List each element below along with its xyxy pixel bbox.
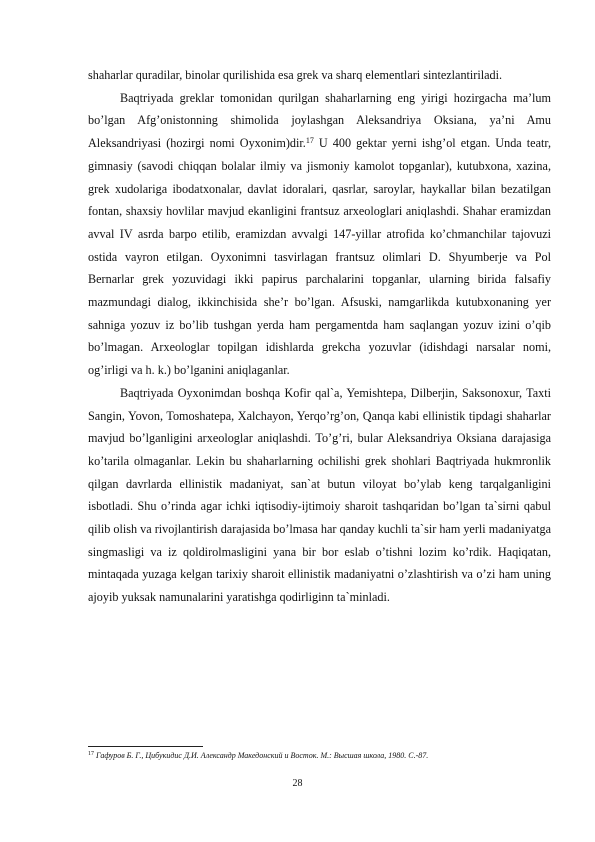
page-number: 28 — [292, 778, 303, 789]
footnote-reference[interactable]: 17 — [305, 136, 314, 146]
paragraph-1: shaharlar quradilar, binolar qurilishida esa grek va sharq elementlari sintezlantiriladi. — [88, 68, 503, 82]
paragraph-2-text: Baqtriyada greklar tomonidan qurilgan shaharlarning eng yirigi hozirgacha ma’lum bo’lgan Afg’onistonning shimolida joylashgan Aleksandriya Oksiana, ya’ni Amu Aleksandriyasi (hozirgi nomi Oyxonim)dir. — [88, 90, 551, 151]
footnote-separator — [88, 746, 203, 747]
body-text — [88, 64, 551, 609]
footnote-text: Гафуров Б. Г., Цибукидис Д.И. Александр Македонский и Восток. М.: Высшая школа, 1980. С.-87. — [94, 751, 429, 760]
footnote-mark: 17 — [88, 751, 94, 757]
paragraph-2 — [88, 87, 551, 382]
paragraph-3: Baqtriyada Oyxonimdan boshqa Kofir qal`a, Yemishtepa, Dilberjin, Saksonoxur, Taxti Sangin, Yovon, Tomoshatepa, Xalchayon, Yerqo’rg’on, Qanqa kabi ellinistik tipdagi shaharlar mavjud bo’lganligini arxeologlar aniqlashdi. To’g’ri, bular Aleksandriya Oksiana darajasiga ko’tarila olmaganlar. Lekin bu shaharlarning ochilishi grek shohlari Baqtriyada hukmronlik qilgan davrlarda ellinistik madaniyat, san`at butun viloyat bo’ylab keng tarqalganligini isbotladi. Shu o’rinda agar ichki iqtisodiy-ijtimoiy sharoit tashqaridan bo’lgan ta`sirni qabul qilib olish va rivojlantirish darajasida bo’lmasa har qanday kuchli ta`sir ham yerli madaniyatga singmasligi va iz qoldirolmasligini yana bir bor eslab o’tishni lozim ko’rdik. Haqiqatan, mintaqada yuzaga kelgan tarixiy sharoit ellinistik madaniyatni o’zlashtirish va o’zi ham uning ajoyib yuksak namunalarini yaratishga qodirliginn ta`minladi. — [88, 385, 551, 605]
footnote — [88, 751, 558, 761]
paragraph-2-continuation: U 400 gektar yerni ishg’ol etgan. Unda teatr, gimnasiy (savodi chiqqan bolalar ilmiy va jismoniy kamolot topganlar), kutubxona, xazina, grek xudolariga ibodatxonalar, davlat idoralari, qasrlar, saroylar, haykallar bilan bezatilgan fontan, shaxsiy hovlilar mavjud ekanligini frantsuz arxeologlari aniqlashdi. Shahar eramizdan avval IV asrda barpo etilib, eramizdan avvalgi 147-yillar atrofida ko’chmanchilar tajovuzi ostida vayron etilgan. Oyxonimni tasvirlagan frantsuz olimlari D. Shyumberje va Pol Bernarlar grek yozuvidagi ikki papirus parchalarini topganlar, ularning birida falsafiy mazmundagi dialog, ikkinchisida she’r bo’lgan. Afsuski, namgarlikda kutubxonaning yer sahniga yozuv iz bo’lib tushgan yerda ham pergamentda ham saqlangan yozuv izini o’qib bo’lmagan. Arxeologlar topilgan idishlarda grekcha yozuvlar (idishdagi narsalar nomi, og’irligi va h. k.) bo’lganini aniqlaganlar. — [88, 136, 551, 378]
